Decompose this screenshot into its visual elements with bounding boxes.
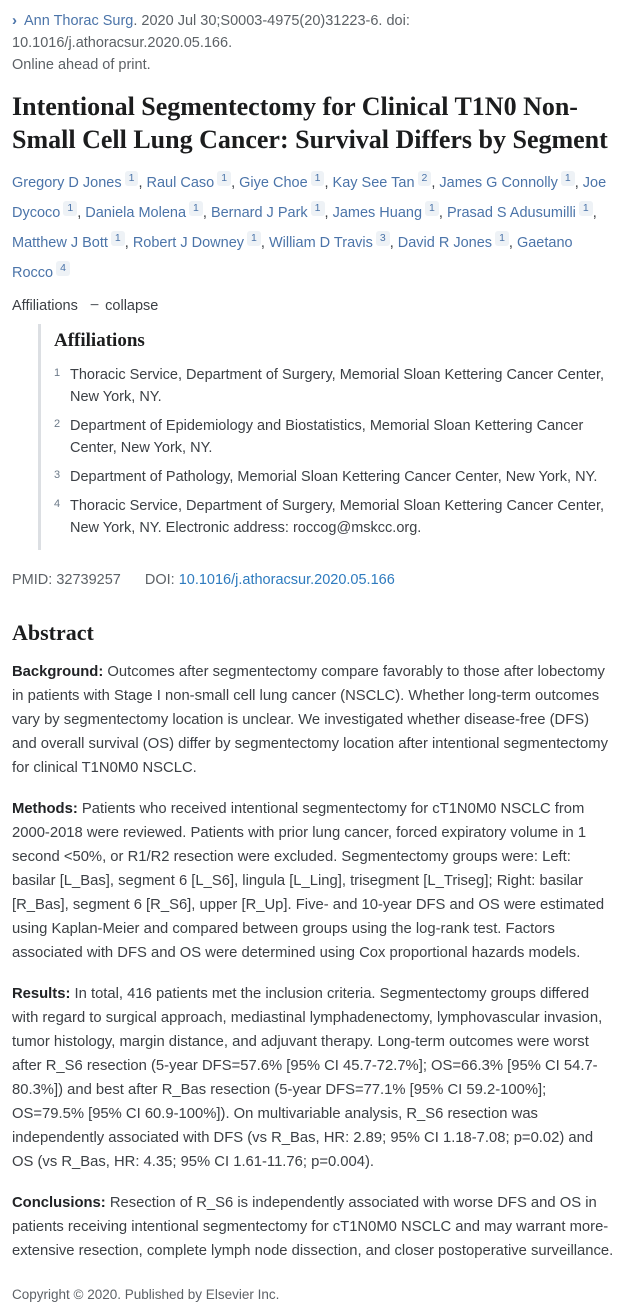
abstract-paragraph-text: In total, 416 patients met the inclusion criteria. Segmentectomy groups differed with regard to surgical approach, mediastinal lymphadenectomy, lymphovascular invasion, tumor histology, margin distance, and adjuvant therapy. Long-term outcomes were worst after R_S6 resection (5-year DFS=57.6% [95% CI 45.7-72.7%]; OS=66.3% [95% CI 54.7-80.3%]) and best after R_Bas resection (5-year DFS=77.1% [95% CI 59.2-100%]; OS=79.5% [95% CI 60.9-100%]). On multivariable analysis, R_S6 resection was independently associated with DFS (vs R_Bas, HR: 2.89; 95% CI 1.18-7.08; p=0.02) and OS (vs R_Bas, HR: 4.35; 95% CI 1.61-11.76; p=0.004).	[12, 986, 603, 1170]
pmid-group	[12, 572, 121, 588]
affiliation-number: 4	[54, 498, 61, 510]
affiliation-item	[54, 364, 617, 408]
author-separator: ,	[574, 175, 583, 191]
doi-label: DOI:	[144, 572, 175, 588]
author-separator: ,	[431, 175, 440, 191]
abstract-heading: Abstract	[12, 620, 94, 645]
affiliations-collapse-button[interactable]	[90, 298, 159, 314]
author-separator: ,	[260, 235, 269, 251]
author	[12, 172, 138, 191]
author-link[interactable]: Joe Dycoco	[12, 175, 607, 221]
author-separator: ,	[231, 175, 240, 191]
pmid-value: 32739257	[56, 572, 121, 588]
author-affiliation-sup[interactable]: 1	[63, 201, 77, 216]
doi-group	[145, 572, 395, 588]
author-affiliation-sup[interactable]: 1	[189, 201, 203, 216]
author-affiliation-sup[interactable]: 1	[579, 201, 593, 216]
chevron-right-icon: ›	[12, 12, 17, 29]
author	[202, 202, 325, 221]
journal-citation	[12, 10, 617, 76]
author-affiliation-sup[interactable]: 1	[247, 231, 261, 246]
abstract-paragraph-text: Resection of R_S6 is independently associated with worse DFS and OS in patients receiving intentional segmentectomy for cT1N0M0 NSCLC and may warrant more-extensive resection, complete lymph node dissection, and closer postoperative surveillance.	[12, 1195, 614, 1259]
affiliation-item	[54, 466, 617, 488]
author	[260, 232, 390, 251]
minus-icon: −	[89, 297, 100, 314]
author-link[interactable]: Gregory D Jones	[12, 175, 122, 191]
author	[77, 202, 203, 221]
author-link[interactable]: Bernard J Park	[210, 205, 308, 221]
affiliations-label: Affiliations	[12, 298, 78, 314]
abstract-paragraph-label: Conclusions:	[12, 1195, 106, 1211]
abstract-paragraph-text: Patients who received intentional segmentectomy for cT1N0M0 NSCLC from 2000-2018 were reviewed. Patients with prior lung cancer, forced expiratory volume in 1 second <50%, or R1/R2 resection were excluded. Segmentectomy groups were: Left: basilar [L_Bas], segment 6 [L_S6], lingula [L_Ling], trisegment [L_Triseg]; Right: basilar [R_Bas], segment 6 [R_S6], upper [R_Up]. Five- and 10-year DFS and OS were estimated using Kaplan-Meier and compared between groups using the log-rank test. Factors associated with DFS and OS were determined using Cox proportional hazards models.	[12, 801, 605, 961]
author-affiliation-sup[interactable]: 3	[376, 231, 390, 246]
online-ahead-text: Online ahead of print.	[12, 57, 151, 73]
abstract-paragraph-label: Results:	[12, 986, 71, 1002]
author-link[interactable]: Raul Caso	[146, 175, 215, 191]
affiliation-text: Thoracic Service, Department of Surgery, Memorial Sloan Kettering Cancer Center, New York, NY. Electronic address: roccog@mskcc.org.	[70, 498, 605, 536]
author-separator: ,	[592, 205, 597, 221]
author-affiliation-sup[interactable]: 1	[217, 171, 231, 186]
affiliations-heading: Affiliations	[54, 330, 145, 351]
author-separator: ,	[138, 175, 147, 191]
author	[124, 232, 261, 251]
author-affiliation-sup[interactable]: 1	[311, 201, 325, 216]
affiliations-panel	[38, 324, 617, 550]
article-title: Intentional Segmentectomy for Clinical T1N0 Non-Small Cell Lung Cancer: Survival Differs by Segment	[12, 92, 608, 154]
affiliation-number: 2	[54, 418, 61, 430]
abstract-paragraph	[12, 797, 617, 965]
author-separator: ,	[508, 235, 517, 251]
author	[438, 202, 593, 221]
author-separator: ,	[124, 235, 133, 251]
author-link[interactable]: William D Travis	[268, 235, 373, 251]
author-link[interactable]: James Huang	[332, 205, 423, 221]
author	[431, 172, 574, 191]
author-affiliation-sup[interactable]: 2	[418, 171, 432, 186]
author-affiliation-sup[interactable]: 1	[425, 201, 439, 216]
author-separator: ,	[389, 235, 398, 251]
author-link[interactable]: James G Connolly	[439, 175, 558, 191]
author	[138, 172, 231, 191]
affiliations-toggle-row	[12, 298, 617, 314]
affiliation-text: Thoracic Service, Department of Surgery, Memorial Sloan Kettering Cancer Center, New York, NY.	[70, 367, 605, 405]
author-link[interactable]: Prasad S Adusumilli	[446, 205, 576, 221]
author	[231, 172, 324, 191]
collapse-label: collapse	[105, 298, 159, 314]
author	[324, 202, 439, 221]
abstract-paragraph	[12, 1191, 617, 1263]
author-affiliation-sup[interactable]: 4	[56, 261, 70, 276]
author-separator: ,	[438, 205, 447, 221]
affiliation-item	[54, 495, 617, 539]
doi-link[interactable]: 10.1016/j.athoracsur.2020.05.166	[178, 572, 395, 588]
author	[324, 172, 431, 191]
author-affiliation-sup[interactable]: 1	[111, 231, 125, 246]
author-affiliation-sup[interactable]: 1	[125, 171, 139, 186]
citation-text: . 2020 Jul 30;S0003-4975(20)31223-6. doi: 10.1016/j.athoracsur.2020.05.166.	[12, 13, 410, 51]
author-link[interactable]: Giye Choe	[239, 175, 308, 191]
affiliations-list	[54, 364, 617, 539]
author-link[interactable]: Kay See Tan	[332, 175, 415, 191]
identifiers-row	[12, 572, 617, 588]
author-link[interactable]: Daniela Molena	[85, 205, 187, 221]
author-link[interactable]: David R Jones	[397, 235, 493, 251]
author-affiliation-sup[interactable]: 1	[561, 171, 575, 186]
author-link[interactable]: Matthew J Bott	[12, 235, 108, 251]
author-affiliation-sup[interactable]: 1	[495, 231, 509, 246]
abstract-paragraph	[12, 982, 617, 1174]
copyright-text: Copyright © 2020. Published by Elsevier Inc.	[12, 1287, 280, 1302]
author-separator: ,	[202, 205, 211, 221]
author	[389, 232, 509, 251]
abstract-paragraph-label: Methods:	[12, 801, 78, 817]
abstract-paragraph-text: Outcomes after segmentectomy compare favorably to those after lobectomy in patients with Stage I non-small cell lung cancer (NSCLC). Whether long-term outcomes vary by segmentectomy location is unclear. We investigated whether disease-free (DFS) and overall survival (OS) differ by segmentectomy location after intentional segmentectomy for clinical T1N0M0 NSCLC.	[12, 664, 608, 776]
abstract-body	[12, 660, 617, 1263]
abstract-paragraph-label: Background:	[12, 664, 104, 680]
authors-list	[12, 168, 617, 288]
author-affiliation-sup[interactable]: 1	[311, 171, 325, 186]
author-separator: ,	[324, 175, 333, 191]
abstract-paragraph	[12, 660, 617, 780]
affiliation-text: Department of Epidemiology and Biostatistics, Memorial Sloan Kettering Cancer Center, New York, NY.	[70, 418, 584, 456]
affiliation-number: 1	[54, 367, 61, 379]
affiliation-number: 3	[54, 469, 61, 481]
pmid-label: PMID:	[12, 572, 53, 588]
affiliation-item	[54, 415, 617, 459]
journal-link[interactable]: Ann Thorac Surg	[24, 13, 134, 29]
author-separator: ,	[324, 205, 333, 221]
author-link[interactable]: Robert J Downey	[132, 235, 245, 251]
author-separator: ,	[77, 205, 86, 221]
author-link[interactable]: Gaetano Rocco	[12, 235, 573, 281]
affiliation-text: Department of Pathology, Memorial Sloan Kettering Cancer Center, New York, NY.	[70, 469, 598, 485]
